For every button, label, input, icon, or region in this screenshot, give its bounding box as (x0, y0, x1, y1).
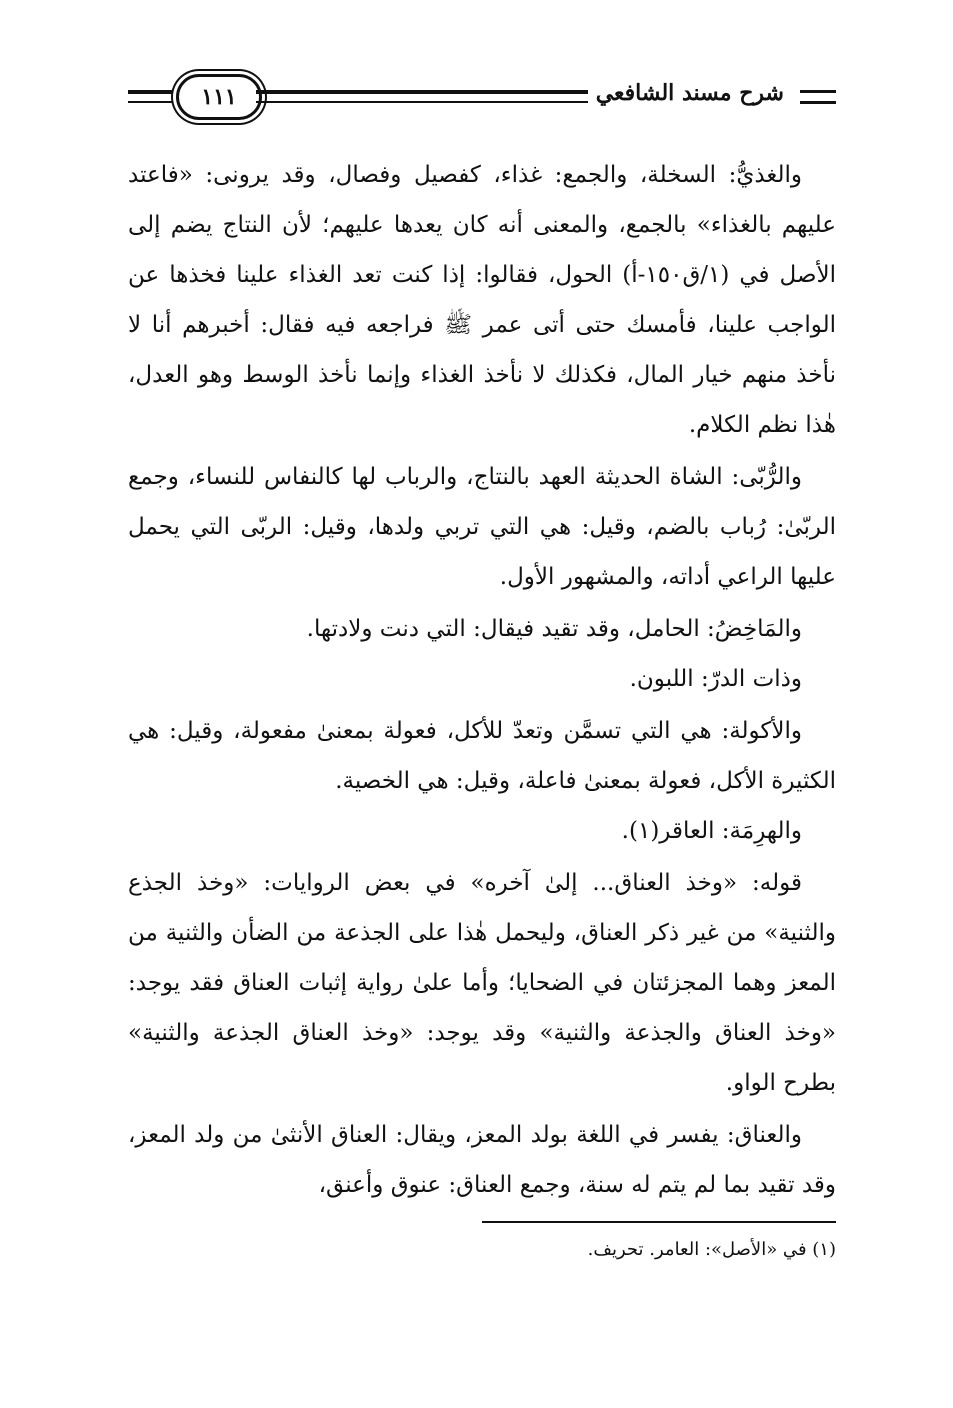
paragraph-ghidhi: والغذيُّ: السخلة، والجمع: غذاء، كفصيل وفصال، وقد يرونى: «فاعتد عليهم بالغذاء» بالجمع، والمعنى أنه كان يعدها عليهم؛ لأن النتاج يضم إلى الأصل في (١/ق١٥٠-أ) الحول، فقالوا: إذا كنت تعد الغذاء علينا فخذها عن الواجب علينا، فأمسك حتى أتى عمر ﷺ فراجعه فيه فقال: أخبرهم أنا لا نأخذ منهم خيار المال، فكذلك لا نأخذ الغذاء وإنما نأخذ الوسط وهو العدل، هٰذا نظم الكلام. (128, 162, 836, 438)
header-rule-left (128, 90, 176, 103)
paragraph-qawluhu: قوله: «وخذ العناق... إلىٰ آخره» في بعض الروايات: «وخذ الجذع والثنية» من غير ذكر العناق، وليحمل هٰذا على الجذعة من الضأن والثنية من المعز وهما المجزئتان في الضحايا؛ وأما علىٰ رواية إثبات العناق فقد يوجد: «وخذ العناق والجذعة والثنية» وقد يوجد: «وخذ العناق الجذعة والثنية» بطرح الواو. (128, 870, 836, 1096)
paragraph-rubba: والرُّبّى: الشاة الحديثة العهد بالنتاج، والرباب لها كالنفاس للنساء، وجمع الربّىٰ: رُباب بالضم، وقيل: هي التي تربي ولدها، وقيل: الربّى التي يحمل عليها الراعي أداته، والمشهور الأول. (128, 464, 836, 590)
running-title: شرح مسند الشافعي (588, 80, 792, 106)
header-rule (256, 90, 596, 103)
page-header (128, 74, 836, 124)
page-number: ١١١ (176, 74, 262, 120)
paragraph-dhat-al-durr: وذات الدرّ: اللبون. (629, 666, 802, 692)
header-mark (800, 90, 836, 104)
footnote-separator (482, 1221, 836, 1223)
paragraph-inaq: والعناق: يفسر في اللغة بولد المعز، ويقال: العناق الأنثىٰ من ولد المعز، وقد تقيد بما لم يتم له سنة، وجمع العناق: عنوق وأعنق، (128, 1122, 836, 1198)
page-body (128, 150, 836, 1212)
footnote: (١) في «الأصل»: العامر. تحريف. (587, 1239, 836, 1260)
paragraph-makhid: والمَاخِضُ: الحامل، وقد تقيد فيقال: التي دنت ولادتها. (306, 616, 802, 642)
paragraph-harima: والهرِمَة: العاقر(١). (621, 818, 802, 844)
paragraph-akula: والأكولة: هي التي تسمَّن وتعدّ للأكل، فعولة بمعنىٰ مفعولة، وقيل: هي الكثيرة الأكل، فعولة بمعنىٰ فاعلة، وقيل: هي الخصية. (128, 718, 836, 794)
